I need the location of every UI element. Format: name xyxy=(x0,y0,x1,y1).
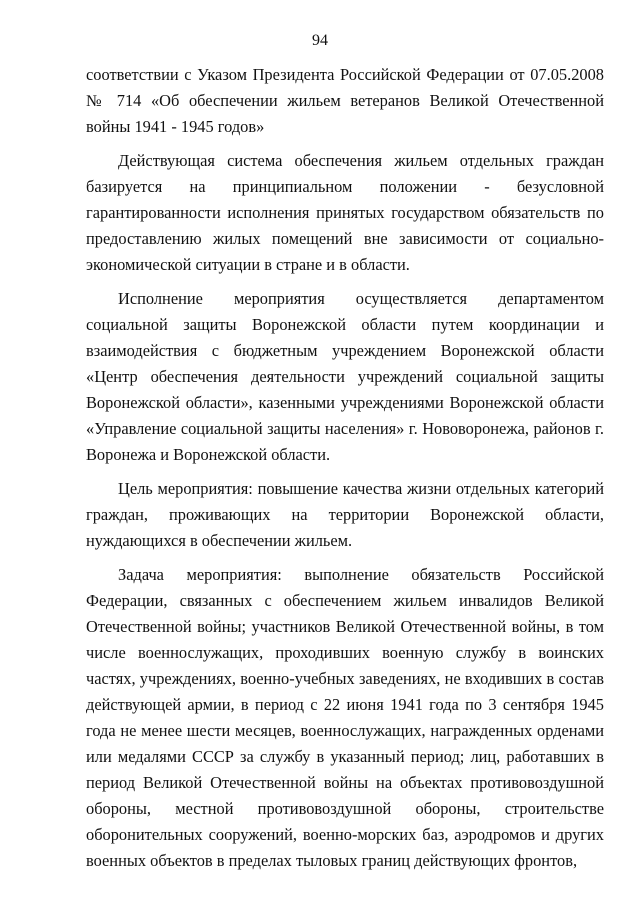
paragraph-housing-system: Действующая система обеспечения жильем отдельных граждан базируется на принципиальном положении - безусловной гарантированности исполнения принятых государством обязательств по предоставлению жилых помещений вне зависимости от социально-экономической ситуации в стране и в области. xyxy=(86,151,604,274)
page-number: 94 xyxy=(312,32,328,49)
document-body xyxy=(86,62,604,874)
paragraph-implementation: Исполнение мероприятия осуществляется департаментом социальной защиты Воронежской области путем координации и взаимодействия с бюджетным учреждением Воронежской области «Центр обеспечения деятельности учреждений социальной защиты Воронежской области», казенными учреждениями Воронежской области «Управление социальной защиты населения» г. Нововоронежа, районов г. Воронежа и Воронежской области. xyxy=(86,289,604,464)
paragraph-goal: Цель мероприятия: повышение качества жизни отдельных категорий граждан, проживающих на территории Воронежской области, нуждающихся в обеспечении жильем. xyxy=(86,479,604,550)
paragraph-continuation: соответствии с Указом Президента Российской Федерации от 07.05.2008 № 714 «Об обеспечении жильем ветеранов Великой Отечественной войны 1941 - 1945 годов» xyxy=(86,65,604,136)
paragraph-task: Задача мероприятия: выполнение обязательств Российской Федерации, связанных с обеспечением жильем инвалидов Великой Отечественной войны; участников Великой Отечественной войны, в том числе военнослужащих, проходивших военную службу в воинских частях, учреждениях, военно-учебных заведениях, не входивших в состав действующей армии, в период с 22 июня 1941 года по 3 сентября 1945 года не менее шести месяцев, военнослужащих, награжденных орденами или медалями СССР за службу в указанный период; лиц, работавших в период Великой Отечественной войны на объектах противовоздушной обороны, местной противовоздушной обороны, строительстве оборонительных сооружений, военно-морских баз, аэродромов и других военных объектов в пределах тыловых границ действующих фронтов, xyxy=(86,565,604,870)
